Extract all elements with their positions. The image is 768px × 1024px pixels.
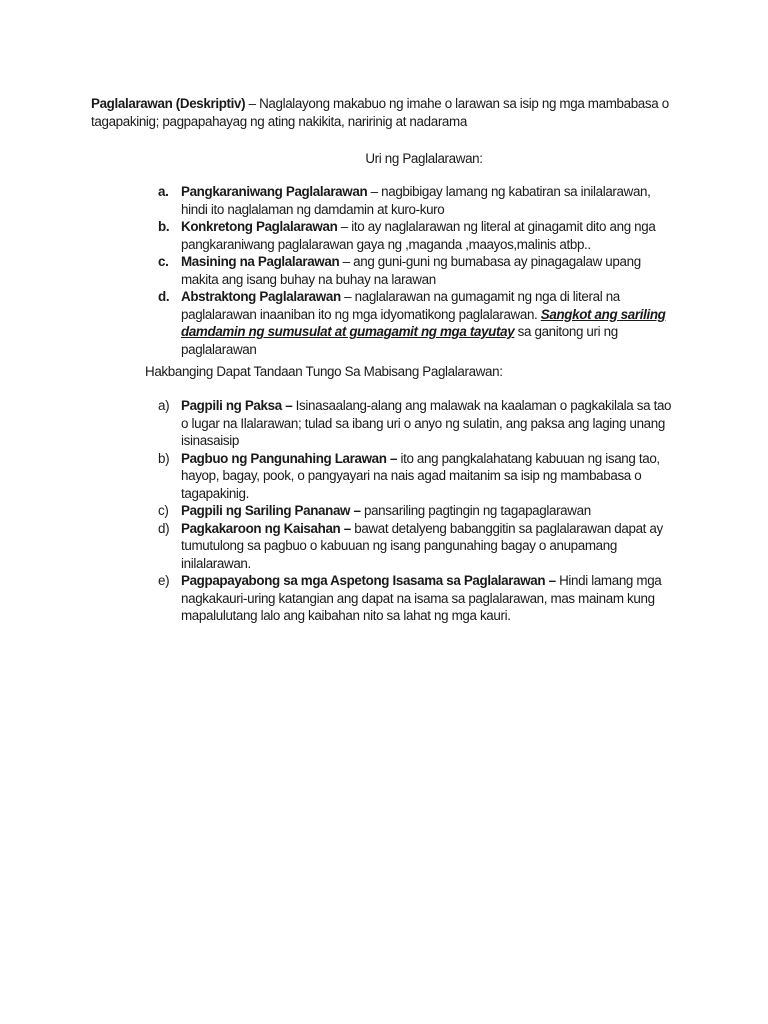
item-text: bawat detalyeng babanggitin sa paglalarawan dapat ay tumutulong sa pagbuo o kabuuan ng isang pangunahing bagay o anupamang inilalarawan. <box>181 520 663 571</box>
list-marker: d. <box>158 289 170 304</box>
item-text: Isinasaalang-alang ang malawak na kaalaman o pagkakilala sa tao o lugar na Ilalarawan; tulad sa ibang uri o anyo ng sulatin, ang paksa ang laging unang isinasaisip <box>181 398 672 448</box>
list-marker: b. <box>158 219 170 234</box>
item-text: Hindi lamang mga nagkakauri-uring katangian ang dapat na isama sa paglalarawan, mas mainam kung mapalulutang lalo ang kaibahan nito sa lahat ng mga kauri. <box>181 573 662 623</box>
item-term: Pagpili ng Paksa – <box>181 398 293 413</box>
item-term: Pagkakaroon ng Kaisahan – <box>181 520 351 536</box>
item-term: Pagbuo ng Pangunahing Larawan – <box>181 450 398 466</box>
section2-heading: Hakbanging Dapat Tandaan Tungo Sa Mabisang Paglalarawan: <box>145 364 503 379</box>
item-term: Pangkaraniwang Paglalarawan <box>181 184 368 199</box>
item-text: pansariling pagtingin ng tagapaglarawan <box>360 503 591 518</box>
intro-definition: – Naglalayong makabuo ng imahe o larawan sa isip ng mga mambabasa o tagapakinig; pagpapahayag ng ating nakikita, naririnig at nadarama <box>91 96 669 129</box>
item-text: – naglalarawan na gumagamit ng nga di literal na paglalarawan inaaniban ito ng mga idyomatikong paglalarawan. <box>181 289 620 322</box>
list-item <box>158 572 678 625</box>
item-term: Masining na Paglalarawan <box>181 254 340 269</box>
list-marker: b) <box>158 450 170 466</box>
list-item <box>158 253 678 288</box>
item-term: Abstraktong Paglalarawan <box>181 289 341 304</box>
item-term: Pagpili ng Sariling Pananaw – <box>181 503 361 518</box>
list-marker: a) <box>158 398 170 413</box>
item-term: Konkretong Paglalarawan <box>181 219 338 234</box>
steps-list <box>158 397 678 625</box>
list-marker: a. <box>158 184 169 199</box>
item-text: – ang guni-guni ng bumabasa ay pinagagalaw upang makita ang isang buhay na buhay na larawan <box>181 254 641 287</box>
list-marker: e) <box>158 573 170 588</box>
list-item <box>158 288 678 358</box>
list-marker: d) <box>158 520 170 536</box>
list-item <box>158 397 678 450</box>
item-text-continued: sa ganitong uri ng paglalarawan <box>181 324 618 357</box>
list-item <box>158 520 678 573</box>
list-item <box>158 218 678 253</box>
item-emphasis: Sangkot ang sariling damdamin ng sumusulat at gumagamit ng mga tayutay <box>181 306 666 339</box>
intro-paragraph <box>91 95 691 130</box>
types-list <box>158 183 678 358</box>
list-item <box>158 502 678 520</box>
item-text: – ito ay naglalarawan ng literal at ginagamit dito ang nga pangkaraniwang paglalarawan gaya ng ,maganda ,maayos,malinis atbp.. <box>181 219 656 252</box>
list-item <box>158 450 678 503</box>
section1-heading: Uri ng Paglalarawan: <box>365 151 483 166</box>
intro-term: Paglalarawan (Deskriptiv) <box>91 96 246 111</box>
list-marker: c) <box>158 503 169 518</box>
list-marker: c. <box>158 254 169 269</box>
item-term: Pagpapayabong sa mga Aspetong Isasama sa Paglalarawan – <box>181 573 556 588</box>
item-text: – nagbibigay lamang ng kabatiran sa inilalarawan, hindi ito naglalaman ng damdamin at kuro-kuro <box>181 184 651 217</box>
list-item <box>158 183 678 218</box>
item-text: ito ang pangkalahatang kabuuan ng isang tao, hayop, bagay, pook, o pangyayari na nais agad maitanim sa isip ng mambabasa o tagapakinig. <box>181 450 660 501</box>
